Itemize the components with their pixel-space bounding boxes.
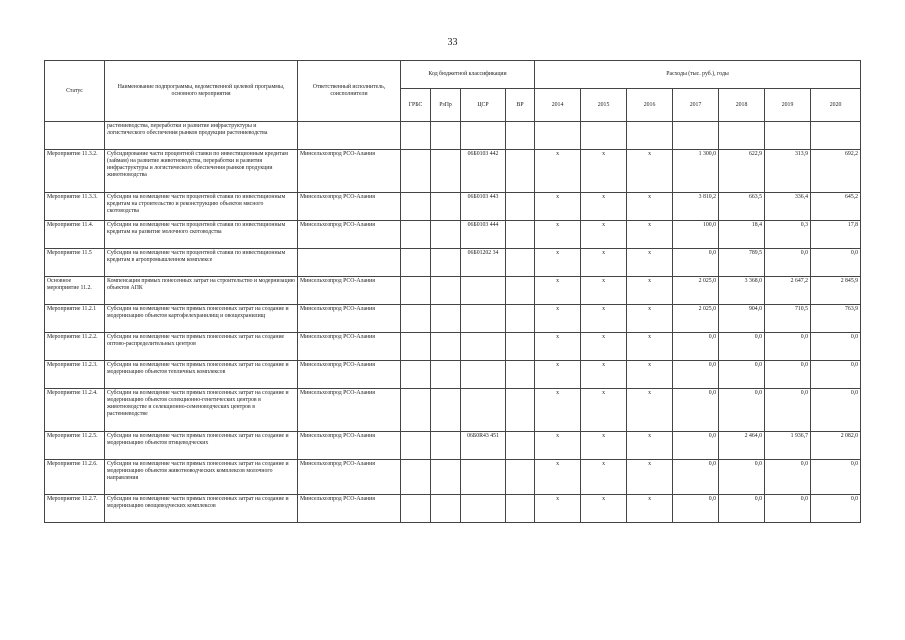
table-row	[45, 432, 861, 460]
row-rzpr	[431, 305, 461, 333]
table-header	[45, 61, 861, 122]
row-rzpr	[431, 150, 461, 193]
row-value-2018: 18,4	[719, 221, 765, 249]
row-value-2019	[765, 122, 811, 150]
header-status: Статус	[45, 61, 105, 122]
row-csr	[461, 389, 506, 432]
row-status: Мероприятие 11.2.6.	[45, 460, 105, 495]
row-value-2018: 0,0	[719, 333, 765, 361]
header-code-col: ВР	[506, 89, 535, 122]
header-code-col: ЦСР	[461, 89, 506, 122]
row-csr	[461, 361, 506, 389]
row-value-2017: 3 810,2	[673, 193, 719, 221]
row-value-2016: x	[627, 432, 673, 460]
row-value-2018: 0,0	[719, 361, 765, 389]
row-rzpr	[431, 277, 461, 305]
row-value-2020: 645,2	[811, 193, 861, 221]
row-status: Мероприятие 11.2.2.	[45, 333, 105, 361]
row-name: Субсидии на возмещение части прямых понесенных затрат на создание и модернизацию объектов животноводческих комплексов молочного направления	[105, 460, 298, 495]
row-value-2020: 2 082,0	[811, 432, 861, 460]
row-value-2015: x	[581, 305, 627, 333]
table-row	[45, 249, 861, 277]
row-value-2020	[811, 122, 861, 150]
row-rzpr	[431, 333, 461, 361]
row-name: Субсидии на возмещение части прямых понесенных затрат на создание и модернизацию объектов селекционно-генетических центров в животноводстве и селекционно-семеноводческих центров в растениеводстве	[105, 389, 298, 432]
table-body	[45, 122, 861, 523]
row-name: Субсидии на возмещение части прямых понесенных затрат на создание и модернизацию овощеводческих комплексов	[105, 495, 298, 523]
row-executor: Минсельхозпрод РСО-Алания	[298, 361, 401, 389]
header-year: 2017	[673, 89, 719, 122]
table-row	[45, 122, 861, 150]
table-row	[45, 193, 861, 221]
row-name: Компенсация прямых понесенных затрат на строительство и модернизацию объектов АПК	[105, 277, 298, 305]
row-value-2016: x	[627, 277, 673, 305]
row-vr	[506, 389, 535, 432]
row-executor: Минсельхозпрод РСО-Алания	[298, 333, 401, 361]
header-name: Наименование подпрограммы, ведомственной целевой программы, основного мероприятия	[105, 61, 298, 122]
table-row	[45, 389, 861, 432]
row-vr	[506, 193, 535, 221]
row-vr	[506, 495, 535, 523]
row-name: Субсидии на возмещение части процентной ставки по инвестиционным кредитам на строительство и реконструкцию объектов мясного скотоводства	[105, 193, 298, 221]
row-name: Субсидии на возмещение части прямых понесенных затрат на создание и модернизацию объектов тепличных комплексов	[105, 361, 298, 389]
row-executor	[298, 249, 401, 277]
row-value-2018: 0,0	[719, 460, 765, 495]
row-vr	[506, 249, 535, 277]
row-value-2015: x	[581, 495, 627, 523]
row-executor: Минсельхозпрод РСО-Алания	[298, 277, 401, 305]
row-status: Мероприятие 11.2.3.	[45, 361, 105, 389]
row-value-2019: 0,0	[765, 460, 811, 495]
row-value-2015: x	[581, 432, 627, 460]
row-csr	[461, 333, 506, 361]
row-value-2018: 663,5	[719, 193, 765, 221]
row-value-2016: x	[627, 333, 673, 361]
row-executor: Минсельхозпрод РСО-Алания	[298, 193, 401, 221]
row-value-2019: 2 647,2	[765, 277, 811, 305]
row-rzpr	[431, 122, 461, 150]
header-expenses: Расходы (тыс. руб.), годы	[535, 61, 861, 89]
row-vr	[506, 305, 535, 333]
row-name: Субсидии на возмещение части процентной ставки по инвестиционным кредитам на развитие молочного скотоводства	[105, 221, 298, 249]
table-row	[45, 361, 861, 389]
row-name: растениеводства, переработки и развитие инфраструктуры и логистического обеспечения рынков продукции растениеводства	[105, 122, 298, 150]
row-value-2019: 336,4	[765, 193, 811, 221]
row-value-2020: 0,0	[811, 249, 861, 277]
row-value-2018	[719, 122, 765, 150]
row-status: Мероприятие 11.2.1	[45, 305, 105, 333]
table-row	[45, 305, 861, 333]
row-csr: 06Б01202 34	[461, 249, 506, 277]
row-status: Мероприятие 11.4.	[45, 221, 105, 249]
row-value-2016: x	[627, 389, 673, 432]
row-vr	[506, 460, 535, 495]
row-value-2018: 0,0	[719, 495, 765, 523]
row-value-2018: 2 464,0	[719, 432, 765, 460]
row-value-2018: 622,9	[719, 150, 765, 193]
row-executor: Минсельхозпрод РСО-Алания	[298, 495, 401, 523]
table-row	[45, 333, 861, 361]
header-year: 2014	[535, 89, 581, 122]
row-vr	[506, 333, 535, 361]
row-value-2020: 692,2	[811, 150, 861, 193]
row-grbs	[401, 432, 431, 460]
row-csr	[461, 277, 506, 305]
row-grbs	[401, 305, 431, 333]
row-status: Мероприятие 11.5	[45, 249, 105, 277]
row-value-2018: 789,5	[719, 249, 765, 277]
row-value-2014: x	[535, 432, 581, 460]
row-executor: Минсельхозпрод РСО-Алания	[298, 432, 401, 460]
row-name: Субсидии на возмещение части процентной ставки по инвестиционным кредитам в агропромышленном комплексе	[105, 249, 298, 277]
row-value-2020: 0,0	[811, 389, 861, 432]
header-code-col: РзПр	[431, 89, 461, 122]
row-value-2014: x	[535, 150, 581, 193]
row-csr	[461, 460, 506, 495]
row-value-2015: x	[581, 249, 627, 277]
row-rzpr	[431, 193, 461, 221]
row-value-2015: x	[581, 389, 627, 432]
row-executor: Минсельхозпрод РСО-Алания	[298, 150, 401, 193]
row-grbs	[401, 193, 431, 221]
row-value-2014: x	[535, 277, 581, 305]
row-value-2016: x	[627, 305, 673, 333]
row-value-2019: 0,0	[765, 333, 811, 361]
row-value-2016: x	[627, 495, 673, 523]
row-value-2015: x	[581, 277, 627, 305]
header-year: 2019	[765, 89, 811, 122]
row-value-2014	[535, 122, 581, 150]
row-grbs	[401, 277, 431, 305]
row-status: Основное мероприятие 11.2.	[45, 277, 105, 305]
row-value-2017	[673, 122, 719, 150]
row-rzpr	[431, 460, 461, 495]
budget-table	[44, 60, 861, 523]
row-rzpr	[431, 249, 461, 277]
row-value-2014: x	[535, 249, 581, 277]
row-value-2017: 0,0	[673, 389, 719, 432]
row-value-2018: 904,0	[719, 305, 765, 333]
row-rzpr	[431, 432, 461, 460]
row-value-2016: x	[627, 249, 673, 277]
row-executor	[298, 122, 401, 150]
row-value-2020: 0,0	[811, 460, 861, 495]
row-value-2019: 710,5	[765, 305, 811, 333]
row-csr: 06Б0103 444	[461, 221, 506, 249]
row-name: Субсидии на возмещение части прямых понесенных затрат на создание и модернизацию объектов картофелехранилищ и овощехранилищ	[105, 305, 298, 333]
row-value-2017: 0,0	[673, 432, 719, 460]
row-value-2016: x	[627, 361, 673, 389]
row-value-2016	[627, 122, 673, 150]
row-status: Мероприятие 11.2.7.	[45, 495, 105, 523]
row-value-2017: 100,0	[673, 221, 719, 249]
row-value-2015: x	[581, 361, 627, 389]
row-grbs	[401, 389, 431, 432]
row-value-2017: 0,0	[673, 495, 719, 523]
row-value-2014: x	[535, 495, 581, 523]
table-row	[45, 277, 861, 305]
row-status	[45, 122, 105, 150]
row-value-2017: 0,0	[673, 361, 719, 389]
row-value-2017: 2 025,0	[673, 305, 719, 333]
table-row	[45, 150, 861, 193]
row-rzpr	[431, 389, 461, 432]
row-value-2018: 0,0	[719, 389, 765, 432]
row-value-2016: x	[627, 221, 673, 249]
row-rzpr	[431, 495, 461, 523]
row-value-2015: x	[581, 460, 627, 495]
row-value-2019: 0,0	[765, 361, 811, 389]
row-value-2017: 2 025,0	[673, 277, 719, 305]
row-value-2015: x	[581, 150, 627, 193]
row-value-2014: x	[535, 193, 581, 221]
row-value-2019: 0,0	[765, 249, 811, 277]
row-csr	[461, 305, 506, 333]
row-value-2020: 763,9	[811, 305, 861, 333]
row-grbs	[401, 221, 431, 249]
row-vr	[506, 277, 535, 305]
row-name: Субсидии на возмещение части прямых понесенных затрат на создание оптово-распределительных центров	[105, 333, 298, 361]
row-value-2014: x	[535, 333, 581, 361]
row-value-2014: x	[535, 305, 581, 333]
row-value-2018: 3 368,0	[719, 277, 765, 305]
row-vr	[506, 221, 535, 249]
row-value-2015	[581, 122, 627, 150]
row-value-2020: 0,0	[811, 495, 861, 523]
row-grbs	[401, 495, 431, 523]
row-executor: Минсельхозпрод РСО-Алания	[298, 221, 401, 249]
row-name: Субсидирование части процентной ставки по инвестиционным кредитам (займам) на развитие животноводства, переработки и развития инфраструктуры и логистического обеспечения рынков продукции животноводства	[105, 150, 298, 193]
row-value-2017: 1 300,0	[673, 150, 719, 193]
row-value-2016: x	[627, 150, 673, 193]
row-value-2015: x	[581, 193, 627, 221]
row-value-2020: 2 845,9	[811, 277, 861, 305]
row-grbs	[401, 150, 431, 193]
row-value-2019: 0,3	[765, 221, 811, 249]
row-value-2017: 0,0	[673, 460, 719, 495]
row-value-2020: 17,8	[811, 221, 861, 249]
page-number: 33	[447, 37, 458, 48]
row-value-2019: 0,0	[765, 389, 811, 432]
row-grbs	[401, 361, 431, 389]
header-code-col: ГРБС	[401, 89, 431, 122]
row-value-2015: x	[581, 221, 627, 249]
row-csr	[461, 495, 506, 523]
row-executor: Минсельхозпрод РСО-Алания	[298, 389, 401, 432]
row-value-2020: 0,0	[811, 333, 861, 361]
row-value-2019: 1 936,7	[765, 432, 811, 460]
row-vr	[506, 432, 535, 460]
row-rzpr	[431, 221, 461, 249]
header-year: 2018	[719, 89, 765, 122]
row-value-2019: 313,9	[765, 150, 811, 193]
header-year: 2015	[581, 89, 627, 122]
row-value-2014: x	[535, 361, 581, 389]
row-status: Мероприятие 11.2.5.	[45, 432, 105, 460]
row-value-2014: x	[535, 221, 581, 249]
header-budget-code: Код бюджетной классификации	[401, 61, 535, 89]
row-status: Мероприятие 11.3.3.	[45, 193, 105, 221]
row-value-2014: x	[535, 389, 581, 432]
row-status: Мероприятие 11.3.2.	[45, 150, 105, 193]
row-value-2017: 0,0	[673, 249, 719, 277]
row-vr	[506, 361, 535, 389]
row-value-2019: 0,0	[765, 495, 811, 523]
row-rzpr	[431, 361, 461, 389]
table-row	[45, 495, 861, 523]
row-value-2020: 0,0	[811, 361, 861, 389]
row-value-2015: x	[581, 333, 627, 361]
row-value-2016: x	[627, 193, 673, 221]
row-name: Субсидии на возмещение части прямых понесенных затрат на создание и модернизацию объектов птицеводческих	[105, 432, 298, 460]
row-grbs	[401, 333, 431, 361]
row-csr: 06Б0103 443	[461, 193, 506, 221]
row-csr: 06Б0103 442	[461, 150, 506, 193]
header-year: 2016	[627, 89, 673, 122]
header-year: 2020	[811, 89, 861, 122]
row-grbs	[401, 460, 431, 495]
row-csr	[461, 122, 506, 150]
row-value-2014: x	[535, 460, 581, 495]
row-grbs	[401, 122, 431, 150]
row-status: Мероприятие 11.2.4.	[45, 389, 105, 432]
row-value-2017: 0,0	[673, 333, 719, 361]
row-csr: 06Б0R43 451	[461, 432, 506, 460]
row-grbs	[401, 249, 431, 277]
row-vr	[506, 122, 535, 150]
row-executor: Минсельхозпрод РСО-Алания	[298, 305, 401, 333]
row-vr	[506, 150, 535, 193]
table-row	[45, 460, 861, 495]
row-executor: Минсельхозпрод РСО-Алания	[298, 460, 401, 495]
row-value-2016: x	[627, 460, 673, 495]
header-executor: Ответственный исполнитель, соисполнители	[298, 61, 401, 122]
table-row	[45, 221, 861, 249]
